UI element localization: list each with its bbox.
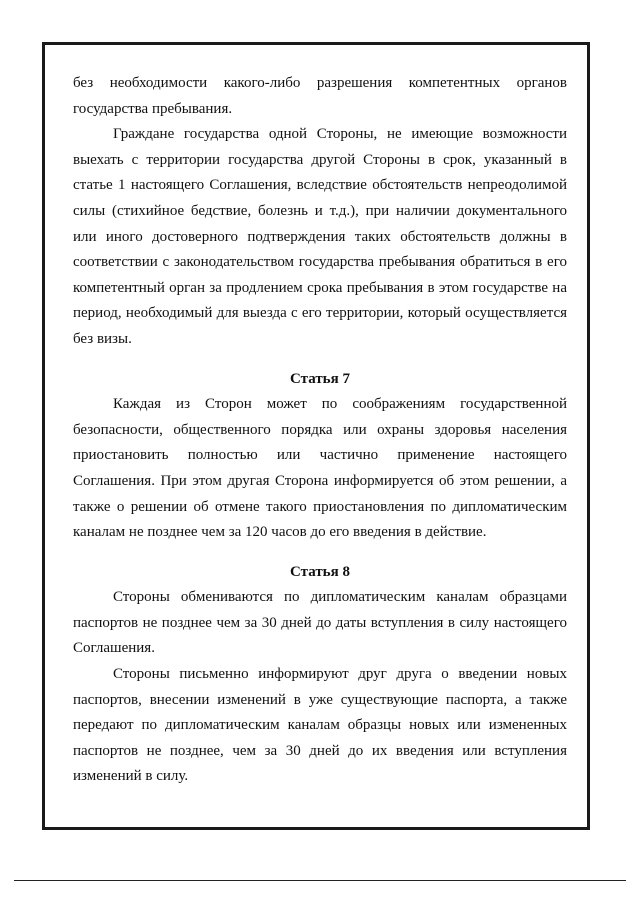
article-8-paragraph-1: Стороны обмениваются по дипломатическим каналам образцами паспортов не позднее чем за 30 дней до даты вступления в силу настоящего Соглашения.	[73, 589, 567, 657]
article-8-paragraph-2: Стороны письменно информируют друг друга о введении новых паспортов, внесении изменений в уже существующие паспорта, а также передают по дипломатическим каналам образцы новых или измененных паспортов не позднее, чем за 30 дней до их введения или вступления изменений в силу.	[73, 666, 567, 785]
paragraph-continuation: без необходимости какого-либо разрешения компетентных органов государства пребывания.	[73, 75, 567, 117]
bottom-scan-line	[14, 880, 626, 881]
document-body	[73, 71, 567, 790]
article-7-heading: Статья 7	[290, 370, 350, 387]
paragraph-force-majeure: Граждане государства одной Стороны, не имеющие возможности выехать с территории государства другой Стороны в срок, указанный в статье 1 настоящего Соглашения, вследствие обстоятельств непреодолимой силы (стихийное бедствие, болезнь и т.д.), при наличии документального или иного достоверного подтверждения таких обстоятельств должны в соответствии с законодательством государства пребывания обратиться в его компетентный орган за продлением срока пребывания в этом государстве на период, необходимый для выезда с его территории, который осуществляется без визы.	[73, 126, 567, 347]
article-8-heading: Статья 8	[290, 563, 350, 580]
article-7-paragraph: Каждая из Сторон может по соображениям государственной безопасности, общественного порядка или охраны здоровья населения приостановить полностью или частично применение настоящего Соглашения. При этом другая Сторона информируется об этом решении, а также о решении об отмене такого приостановления по дипломатическим каналам не позднее чем за 120 часов до его введения в действие.	[73, 396, 567, 541]
